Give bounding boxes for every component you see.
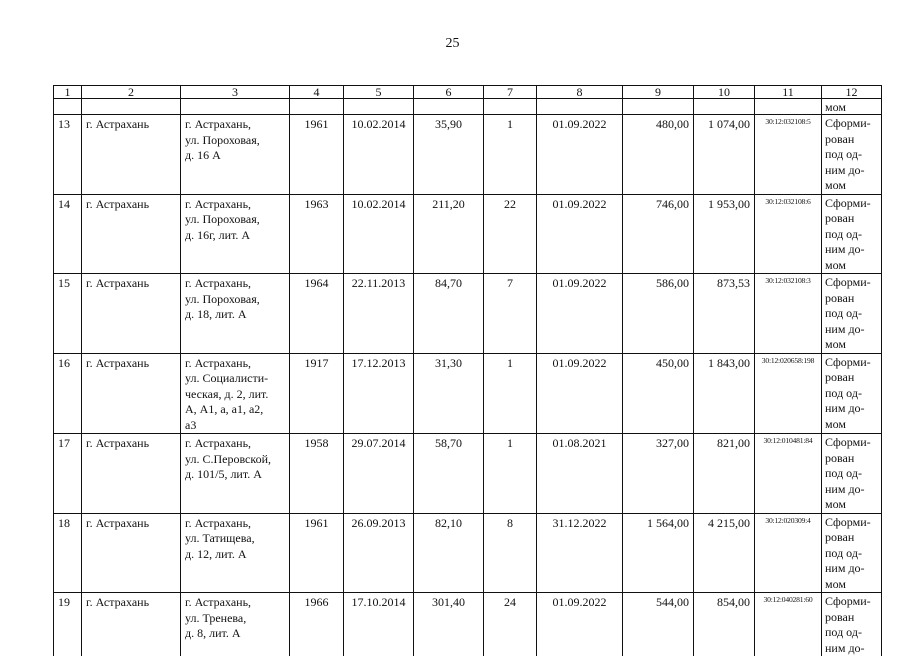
cell-city: г. Астрахань — [82, 115, 181, 195]
cell-date: 26.09.2013 — [344, 513, 414, 593]
cell-date: 17.10.2014 — [344, 593, 414, 656]
cell-number: 19 — [54, 593, 82, 656]
cell-cadastral-number: 30:12:040281:60 — [755, 593, 822, 656]
table-row — [54, 194, 882, 274]
cell-year: 1961 — [290, 513, 344, 593]
column-number: 8 — [537, 86, 623, 99]
cell-count: 1 — [484, 115, 537, 195]
cell-number: 16 — [54, 353, 82, 434]
cell-cadastral-number: 30:12:020658:198 — [755, 353, 822, 434]
cell-value-9: 544,00 — [623, 593, 694, 656]
cell-number: 13 — [54, 115, 82, 195]
cell-cadastral-number: 30:12:032108:5 — [755, 115, 822, 195]
cell-year: 1966 — [290, 593, 344, 656]
cell-value-10: 1 074,00 — [694, 115, 755, 195]
cell-city: г. Астрахань — [82, 353, 181, 434]
cell-date: 29.07.2014 — [344, 434, 414, 514]
cell-status: Сформи- рован под од- ним до- мом — [822, 194, 882, 274]
cell-year: 1964 — [290, 274, 344, 354]
cell-count: 8 — [484, 513, 537, 593]
cell-cadastral-number: 30:12:032108:6 — [755, 194, 822, 274]
cell-number: 17 — [54, 434, 82, 514]
cell-cadastral-number: 30:12:020309:4 — [755, 513, 822, 593]
cell-count: 7 — [484, 274, 537, 354]
cell-value-9: 327,00 — [623, 434, 694, 514]
continuation-tail: мом — [822, 99, 882, 115]
cell-deadline: 31.12.2022 — [537, 513, 623, 593]
cell-value-10: 854,00 — [694, 593, 755, 656]
cell-address: г. Астрахань, ул. С.Перовской, д. 101/5, лит. А — [181, 434, 290, 514]
table-row — [54, 434, 882, 514]
table-row — [54, 593, 882, 656]
cell-value-10: 821,00 — [694, 434, 755, 514]
column-number: 7 — [484, 86, 537, 99]
cell-status: Сформи- рован под од- ним до- мом — [822, 513, 882, 593]
cell-number: 18 — [54, 513, 82, 593]
cell-city: г. Астрахань — [82, 274, 181, 354]
column-number: 12 — [822, 86, 882, 99]
cell-year: 1958 — [290, 434, 344, 514]
cell-address: г. Астрахань, ул. Пороховая, д. 16г, лит. А — [181, 194, 290, 274]
housing-registry-table — [53, 85, 882, 656]
cell-address: г. Астрахань, ул. Социалисти- ческая, д. 2, лит. А, А1, а, а1, а2, а3 — [181, 353, 290, 434]
cell-area: 84,70 — [414, 274, 484, 354]
cell-deadline: 01.09.2022 — [537, 115, 623, 195]
cell-address: г. Астрахань, ул. Пороховая, д. 18, лит. А — [181, 274, 290, 354]
cell-deadline: 01.08.2021 — [537, 434, 623, 514]
cell-city: г. Астрахань — [82, 593, 181, 656]
cell-deadline: 01.09.2022 — [537, 194, 623, 274]
column-number: 9 — [623, 86, 694, 99]
table-row — [54, 115, 882, 195]
cell-deadline: 01.09.2022 — [537, 274, 623, 354]
cell-city: г. Астрахань — [82, 194, 181, 274]
column-number: 1 — [54, 86, 82, 99]
cell-value-9: 480,00 — [623, 115, 694, 195]
cell-cadastral-number: 30:12:010481:84 — [755, 434, 822, 514]
cell-value-10: 1 953,00 — [694, 194, 755, 274]
cell-deadline: 01.09.2022 — [537, 593, 623, 656]
cell-count: 1 — [484, 353, 537, 434]
cell-value-9: 746,00 — [623, 194, 694, 274]
page-number: 25 — [0, 36, 905, 52]
cell-status: Сформи- рован под од- ним до- мом — [822, 353, 882, 434]
cell-value-10: 873,53 — [694, 274, 755, 354]
cell-count: 24 — [484, 593, 537, 656]
cell-status: Сформи- рован под од- ним до- мом — [822, 434, 882, 514]
cell-value-9: 1 564,00 — [623, 513, 694, 593]
cell-area: 58,70 — [414, 434, 484, 514]
cell-deadline: 01.09.2022 — [537, 353, 623, 434]
cell-area: 35,90 — [414, 115, 484, 195]
cell-date: 22.11.2013 — [344, 274, 414, 354]
table-row — [54, 513, 882, 593]
column-number: 5 — [344, 86, 414, 99]
column-number: 4 — [290, 86, 344, 99]
column-number: 3 — [181, 86, 290, 99]
table-row — [54, 274, 882, 354]
cell-cadastral-number: 30:12:032108:3 — [755, 274, 822, 354]
cell-status: Сформи- рован под од- ним до- мом — [822, 274, 882, 354]
column-number: 11 — [755, 86, 822, 99]
cell-year: 1963 — [290, 194, 344, 274]
cell-value-9: 586,00 — [623, 274, 694, 354]
cell-year: 1917 — [290, 353, 344, 434]
table-body — [54, 115, 882, 656]
cell-city: г. Астрахань — [82, 434, 181, 514]
cell-date: 17.12.2013 — [344, 353, 414, 434]
cell-value-9: 450,00 — [623, 353, 694, 434]
cell-address: г. Астрахань, ул. Татищева, д. 12, лит. А — [181, 513, 290, 593]
cell-count: 22 — [484, 194, 537, 274]
cell-status: Сформи- рован под од- ним до- — [822, 593, 882, 656]
cell-address: г. Астрахань, ул. Пороховая, д. 16 А — [181, 115, 290, 195]
table-row — [54, 353, 882, 434]
cell-area: 31,30 — [414, 353, 484, 434]
cell-status: Сформи- рован под од- ним до- мом — [822, 115, 882, 195]
cell-date: 10.02.2014 — [344, 115, 414, 195]
cell-city: г. Астрахань — [82, 513, 181, 593]
cell-year: 1961 — [290, 115, 344, 195]
cell-count: 1 — [484, 434, 537, 514]
cell-date: 10.02.2014 — [344, 194, 414, 274]
column-number: 6 — [414, 86, 484, 99]
cell-address: г. Астрахань, ул. Тренева, д. 8, лит. А — [181, 593, 290, 656]
cell-area: 82,10 — [414, 513, 484, 593]
column-number-row — [54, 86, 882, 99]
cell-value-10: 4 215,00 — [694, 513, 755, 593]
cell-number: 15 — [54, 274, 82, 354]
column-number: 2 — [82, 86, 181, 99]
cell-area: 301,40 — [414, 593, 484, 656]
cell-area: 211,20 — [414, 194, 484, 274]
continuation-row — [54, 99, 882, 115]
cell-value-10: 1 843,00 — [694, 353, 755, 434]
cell-number: 14 — [54, 194, 82, 274]
column-number: 10 — [694, 86, 755, 99]
